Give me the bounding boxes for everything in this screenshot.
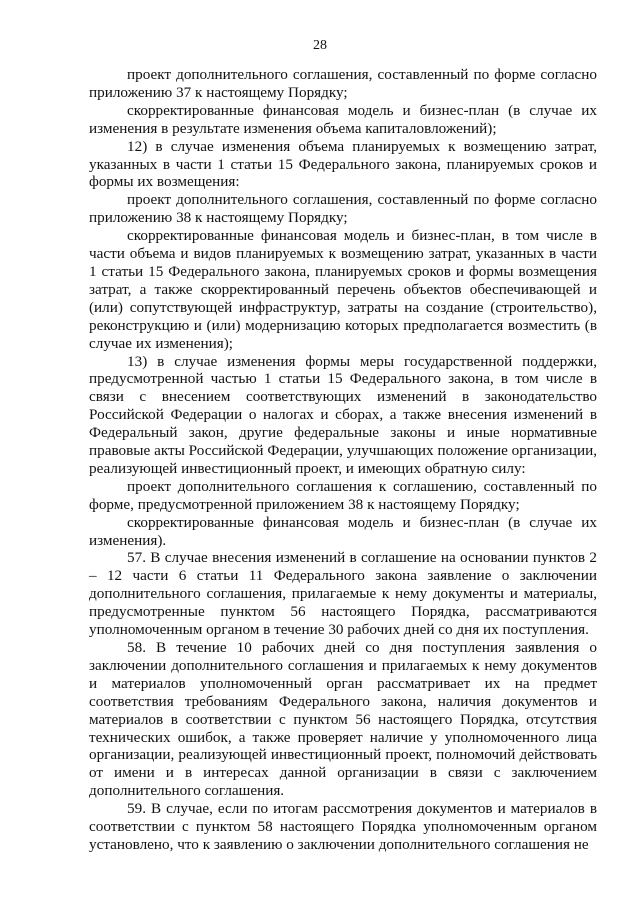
paragraph: 58. В течение 10 рабочих дней со дня поступления заявления о заключении дополнительного соглашения и прилагаемых к нему документов и материалов уполномоченный орган рассматривает их на предмет соответствия требованиям Федерального закона, наличия документов и материалов в соответствии с пунктом 56 настоящего Порядка, отсутствия технических ошибок, а также проверяет наличие у уполномоченного лица организации, реализующей инвестиционный проект, полномочий действовать от имени и в интересах данной организации в связи с заключением дополнительного соглашения. [89,639,597,800]
paragraph: скорректированные финансовая модель и бизнес-план, в том числе в части объема и видов планируемых к возмещению затрат, указанных в части 1 статьи 15 Федерального закона, планируемых сроков и формы возмещения затрат, а также скорректированный перечень объектов обеспечивающей и (или) сопутствующей инфраструктур, затраты на создание (строительство), реконструкцию и (или) модернизацию которых предполагается возместить (в случае их изменения); [89,227,597,352]
paragraph: скорректированные финансовая модель и бизнес-план (в случае их изменения в результате изменения объема капиталовложений); [89,101,597,137]
paragraph: 12) в случае изменения объема планируемых к возмещению затрат, указанных в части 1 статьи 15 Федерального закона, планируемых сроков и формы их возмещения: [89,137,597,191]
document-body [89,66,597,854]
paragraph: 59. В случае, если по итогам рассмотрения документов и материалов в соответствии с пунктом 58 настоящего Порядка уполномоченным органом установлено, что к заявлению о заключении дополнительного соглашения не [89,800,597,853]
paragraph: 57. В случае внесения изменений в соглашение на основании пунктов 2 – 12 части 6 статьи 11 Федерального закона заявление о заключении дополнительного соглашения, прилагаемые к нему документы и материалы, предусмотренные пунктом 56 настоящего Порядка, рассматриваются уполномоченным органом в течение 30 рабочих дней со дня их поступления. [89,549,597,639]
paragraph: 13) в случае изменения формы меры государственной поддержки, предусмотренной частью 1 статьи 15 Федерального закона, в том числе в связи с внесением соответствующих изменений в законодательство Российской Федерации о налогах и сборах, а также внесения изменений в Федеральный закон, другие федеральные законы и иные нормативные правовые акты Российской Федерации, улучшающих положение организации, реализующей инвестиционный проект, и имеющих обратную силу: [89,352,597,477]
page-number: 28 [313,38,327,53]
paragraph: проект дополнительного соглашения к соглашению, составленный по форме, предусмотренной приложением 38 к настоящему Порядку; [89,477,597,513]
paragraph: проект дополнительного соглашения, составленный по форме согласно приложению 38 к настоящему Порядку; [89,191,597,227]
paragraph: проект дополнительного соглашения, составленный по форме согласно приложению 37 к настоящему Порядку; [89,66,597,101]
paragraph: скорректированные финансовая модель и бизнес-план (в случае их изменения). [89,513,597,549]
